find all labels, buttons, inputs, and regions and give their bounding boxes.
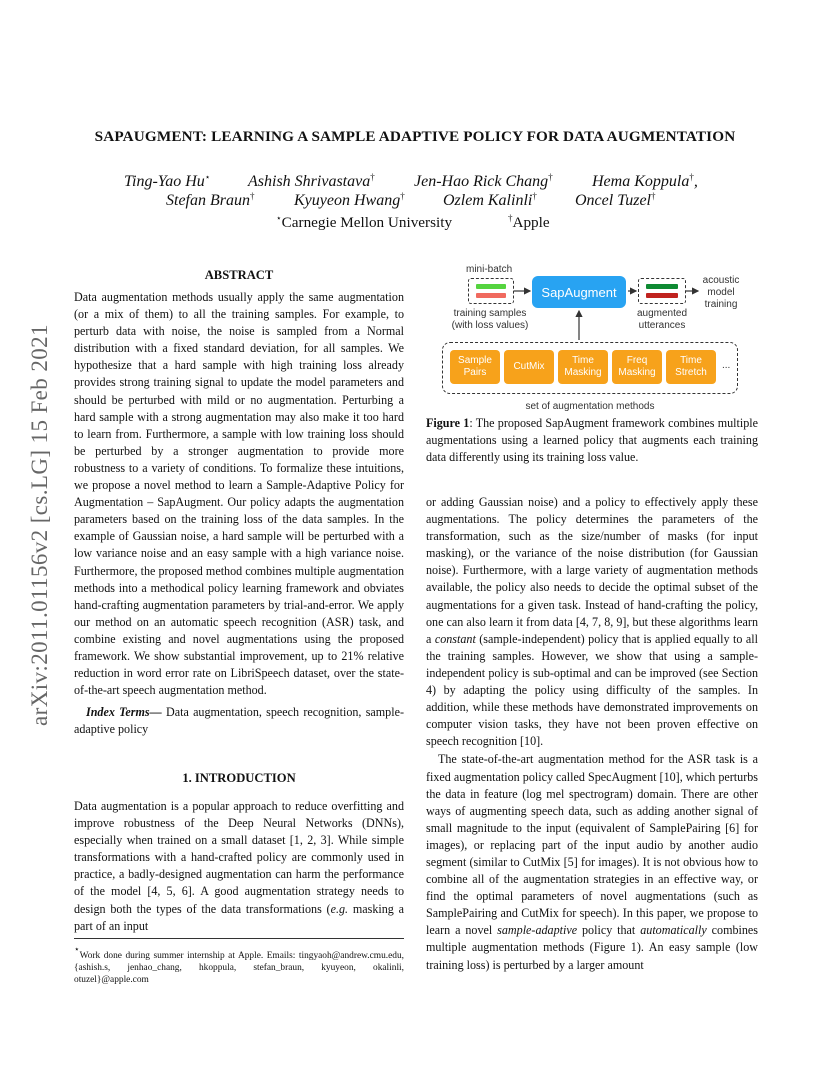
intro-paragraph-2: The state-of-the-art augmentation method for the ASR task is a fixed augmentation policy called SpecAugment [10], which perturbs the data in feature (log mel spectrogram) domain. There are other ways of augmenting speech data, such as adding another signal of small magnitude to the input (equivalent of SamplePairing [6] for images), or replacing part of the input audio by another audio segment (similar to CutMix [5] for images). It is not obvious how to combine all of the augmentation strategies in an effective way, or find the optimal parameters of novel augmentations (such as SamplePairing and CutMix for speech). In this paper, we propose to learn a novel sample-adaptive policy that automatically combines multiple augmentation methods (Figure 1). An easy sample (low training loss) is perturbed by a larger amount: [426, 752, 759, 972]
affiliation-apple: †Apple: [508, 213, 550, 231]
method-time-stretch: Time Stretch: [666, 350, 716, 384]
intro-paragraph-1-continued: or adding Gaussian noise) and a policy to effectively apply these augmentations. The policy determines the parameters of the transformation, such as the size/number of masks (for input masking), or the variance of the noise distribution (for Gaussian noise). Furthermore, with a large variety of augmentation methods available, the policy also needs to decide the optimal subset of the augmentations for a given task. Instead of hand-crafting the policy, one can also learn it from data [4, 7, 8, 9], but these algorithms learn a constant (sample-independent) policy that is applied equally to all the training samples. However, we show that using a sample-independent policy is sub-optimal and can be improved (see Section 4) by adapting the policy using difficulty of the samples. In addition, while these methods have demonstrated improvements on computer vision tasks, they have not been proven effective on speech recognition [10].: [426, 495, 758, 749]
right-column-text: [426, 494, 758, 974]
footnote: ⋆Work done during summer internship at Apple. Emails: tingyaoh@andrew.cmu.edu, {ashish.s, jenhao_chang, hkoppula, stefan_braun, kyuyeon, okalinli, otuzel}@apple.com: [74, 938, 404, 986]
method-freq-masking: Freq Masking: [612, 350, 662, 384]
sapaugment-box: SapAugment: [532, 276, 626, 308]
method-sample-pairs: Sample Pairs: [450, 350, 500, 384]
set-of-methods-label: set of augmentation methods: [525, 401, 655, 412]
augmented-label: augmented utterances: [636, 308, 688, 331]
author: Jen-Hao Rick Chang†: [414, 172, 553, 190]
author: Oncel Tuzel†: [575, 191, 656, 209]
dark-green-bar: [646, 284, 678, 289]
author: Hema Koppula†,: [592, 172, 698, 190]
figure-1-caption: Figure 1: The proposed SapAugment framework combines multiple augmentations using a learned policy that augments each training data differently using its training loss value.: [426, 416, 759, 464]
author: Ozlem Kalinli†: [443, 191, 537, 209]
training-samples-label: training samples (with loss values): [451, 308, 529, 331]
paper-title: SAPAUGMENT: LEARNING A SAMPLE ADAPTIVE POLICY FOR DATA AUGMENTATION: [94, 128, 736, 145]
figure-1: [440, 262, 750, 417]
abstract-section: [74, 268, 404, 738]
method-cutmix: CutMix: [504, 350, 554, 384]
mini-batch-label: mini-batch: [466, 264, 513, 275]
author: Stefan Braun†: [166, 191, 255, 209]
index-terms: Index Terms— Data augmentation, speech recognition, sample-adaptive policy: [74, 705, 404, 737]
dark-red-bar: [646, 293, 678, 298]
abstract-heading: ABSTRACT: [204, 268, 274, 282]
section-heading-introduction: 1. INTRODUCTION: [182, 771, 296, 785]
affiliation-cmu: ⋆Carnegie Mellon University: [276, 213, 453, 231]
intro-paragraph-1: Data augmentation is a popular approach to reduce overfitting and improve robustness of the Deep Neural Networks (DNNs), especially when trained on a small dataset [1, 2, 3]. While simple transformations with a hand-crafted policy are commonly used in practice, a badly-designed augmentation can harm the performance of the model [4, 5, 6]. A good augmentation strategy needs to design both the types of the data transformations (e.g. masking a part of an input: [74, 799, 404, 933]
acoustic-model-label: acoustic model training: [702, 275, 740, 310]
augmented-box: [638, 278, 686, 304]
method-time-masking: Time Masking: [558, 350, 608, 384]
author: Ashish Shrivastava†: [248, 172, 375, 190]
arxiv-id: arXiv:2011.01156v2 [cs.LG] 15 Feb 2021: [27, 324, 53, 726]
more-methods-ellipsis: ...: [722, 360, 731, 371]
abstract-text: Data augmentation methods usually apply the same augmentation (or a mix of them) to all the training samples. For example, to perturb data with noise, the noise is sampled from a Normal distribution with a fixed standard deviation, for all samples. We hypothesize that a hard sample with high training loss already provides strong training signal to update the model parameters and should be perturbed with mild or no augmentation. Perturbing a hard sample with a strong augmentation may also make it too hard to learn from. Furthermore, a sample with low training loss should be perturbed by a stronger augmentation to provide more robustness to a variety of conditions. To formalize these intuitions, we propose a novel method to learn a Sample-Adaptive Policy for Augmentation – SapAugment. Our policy adapts the augmentation parameters based on the training loss of the data samples. In the example of Gaussian noise, a hard sample will be perturbed with a low variance noise and an easy sample with a high variance noise. Furthermore, the proposed method combines multiple augmentation methods into a methodical policy learning framework and obviates hand-crafting augmentation parameters by trial-and-error. We apply our method on an automatic speech recognition (ASR) task, and combine existing and novel augmentations using the proposed framework. We show substantial improvement, up to 21% relative reduction in word error rate on LibriSpeech dataset, over the state-of-the-art speech augmentation method.: [74, 290, 404, 698]
arxiv-stamp: [22, 290, 58, 760]
introduction-section: [74, 771, 404, 935]
author: Ting-Yao Hu⋆: [124, 172, 211, 190]
author: Kyuyeon Hwang†: [294, 191, 405, 209]
